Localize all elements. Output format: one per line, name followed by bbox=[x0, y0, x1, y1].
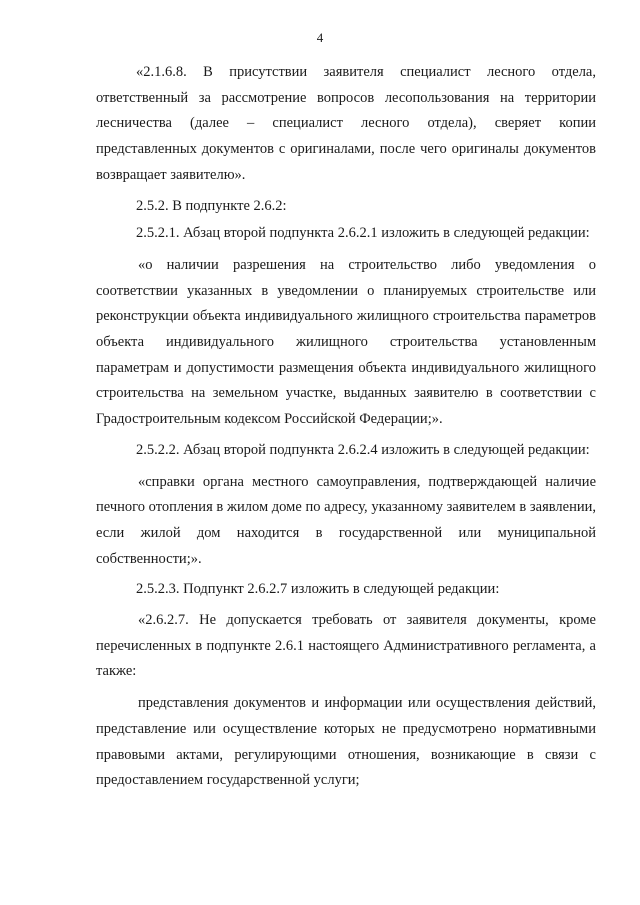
paragraph-2-5-2-3: 2.5.2.3. Подпункт 2.6.2.7 изложить в следующей редакции: bbox=[136, 581, 500, 598]
document-body bbox=[96, 60, 596, 798]
paragraph-2-5-2-1: 2.5.2.1. Абзац второй подпункта 2.6.2.1 изложить в следующей редакции: bbox=[136, 225, 590, 242]
paragraph-documents-requirement: представления документов и информации или осуществления действий, представление или осуществление которых не предусмотрено нормативными правовыми актами, регулирующими отношения, возникающие в связи с предоставлением государственной услуги; bbox=[96, 695, 596, 789]
paragraph-quote-permit: «о наличии разрешения на строительство либо уведомления о соответствии указанных в уведомлении о планируемых строительстве или реконструкции объекта индивидуального жилищного строительства параметров объекта индивидуального жилищного строительства установленным параметрам и допустимости размещения объекта индивидуального жилищного строительства на земельном участке, выданных заявителю в соответствии с Градостроительным кодексом Российской Федерации;». bbox=[96, 256, 596, 428]
paragraph-2-5-2: 2.5.2. В подпункте 2.6.2: bbox=[136, 197, 287, 214]
page-number: 4 bbox=[316, 30, 324, 45]
paragraph-2-1-6-8: «2.1.6.8. В присутствии заявителя специалист лесного отдела, ответственный за рассмотрение вопросов лесопользования на территории лесничества (далее – специалист лесного отдела), сверяет копии представленных документов с оригиналами, после чего оригиналы документов возвращает заявителю». bbox=[96, 64, 596, 183]
paragraph-2-6-2-7: «2.6.2.7. Не допускается требовать от заявителя документы, кроме перечисленных в подпункте 2.6.1 настоящего Административного регламента, а также: bbox=[96, 612, 596, 680]
paragraph-quote-certificate: «справки органа местного самоуправления, подтверждающей наличие печного отопления в жилом доме по адресу, указанному заявителем в заявлении, если жилой дом находится в государственной или муниципальной собственности;». bbox=[96, 473, 596, 567]
paragraph-2-5-2-2: 2.5.2.2. Абзац второй подпункта 2.6.2.4 изложить в следующей редакции: bbox=[136, 441, 590, 458]
